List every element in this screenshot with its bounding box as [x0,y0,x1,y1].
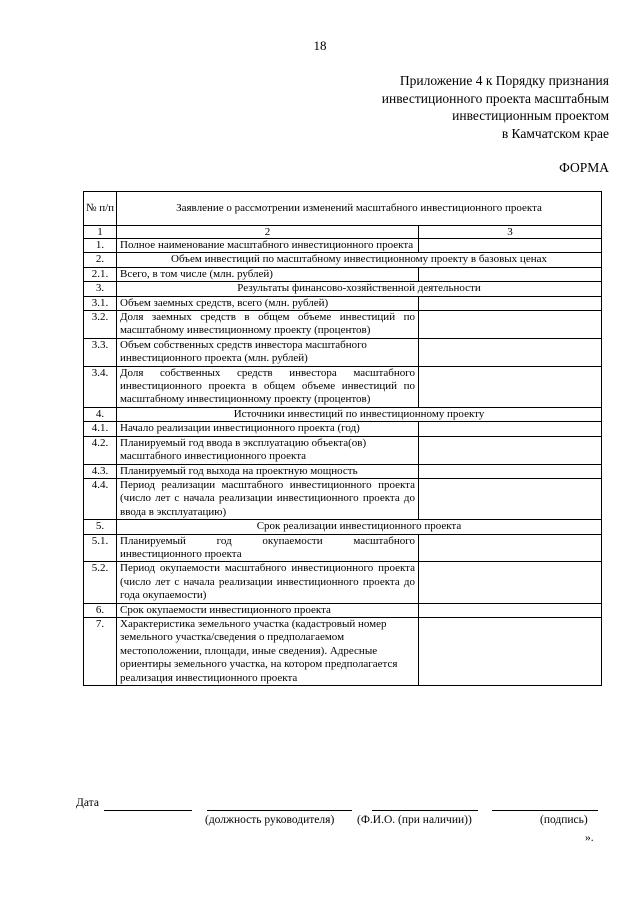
row-number-cell: 6. [84,603,117,617]
row-number-cell: 3.1. [84,296,117,310]
row-number-cell: 3.4. [84,366,117,407]
column-index-cell: 3 [419,226,602,239]
date-label: Дата [76,797,99,809]
item-label-cell: Объем заемных средств, всего (млн. рублей) [117,296,419,310]
item-label-cell: Начало реализации инвестиционного проекта (год) [117,422,419,436]
section-title-cell: Объем инвестиций по масштабному инвестиционному проекту в базовых ценах [117,253,602,267]
appendix-line: инвестиционного проекта масштабным [381,90,609,106]
table-row [84,617,602,685]
column-index-cell: 2 [117,226,419,239]
table-row [84,464,602,478]
column-index-cell: 1 [84,226,117,239]
value-cell[interactable] [419,617,602,685]
row-number-cell: 2.1. [84,267,117,281]
table-row [84,338,602,366]
value-cell[interactable] [419,366,602,407]
row-number-cell: 1. [84,239,117,253]
appendix-heading [382,72,609,142]
value-cell[interactable] [419,603,602,617]
row-number-cell: 4.4. [84,478,117,519]
table-row [84,603,602,617]
row-number-cell: 5. [84,520,117,534]
item-label-cell: Период окупаемости масштабного инвестиционного проекта (число лет с начала реализации инвестиционного проекта до года окупаемости) [117,562,419,603]
position-caption: (должность руководителя) [205,814,335,826]
table-row [84,267,602,281]
row-number-cell: 3.2. [84,311,117,339]
item-label-cell: Период реализации масштабного инвестиционного проекта (число лет с начала реализации инвестиционного проекта до ввода в эксплуатацию) [117,478,419,519]
table-row [84,239,602,253]
item-label-cell: Планируемый год ввода в эксплуатацию объекта(ов) масштабного инвестиционного проекта [117,436,419,464]
header-title-cell: Заявление о рассмотрении изменений масштабного инвестиционного проекта [117,192,602,226]
row-number-cell: 3. [84,282,117,296]
row-number-cell: 4.3. [84,464,117,478]
row-number-cell: 4.1. [84,422,117,436]
value-cell[interactable] [419,296,602,310]
item-label-cell: Характеристика земельного участка (кадастровый номер земельного участка/сведения о предполагаемом местоположении, площади, иные сведения). Адресные ориентиры земельного участка, на котором предполагается реализация инвестиционного проекта [117,617,419,685]
table-row [84,311,602,339]
item-label-cell: Полное наименование масштабного инвестиционного проекта [117,239,419,253]
value-cell[interactable] [419,534,602,562]
table-section-row [84,253,602,267]
column-index-row [84,226,602,239]
row-number-cell: 3.3. [84,338,117,366]
appendix-line: в Камчатском крае [501,125,609,141]
table-row [84,534,602,562]
table-section-row [84,407,602,421]
table-row [84,478,602,519]
table-row [84,422,602,436]
row-number-cell: 7. [84,617,117,685]
value-cell[interactable] [419,311,602,339]
value-cell[interactable] [419,478,602,519]
table-header-row [84,192,602,226]
item-label-cell: Доля заемных средств в общем объеме инвестиций по масштабному инвестиционному проекту (процентов) [117,311,419,339]
table-row [84,562,602,603]
item-label-cell: Всего, в том числе (млн. рублей) [117,267,419,281]
section-title-cell: Результаты финансово-хозяйственной деятельности [117,282,602,296]
value-cell[interactable] [419,338,602,366]
row-number-cell: 2. [84,253,117,267]
row-number-cell: 5.1. [84,534,117,562]
name-caption: (Ф.И.О. (при наличии)) [357,814,472,826]
value-cell[interactable] [419,422,602,436]
value-cell[interactable] [419,562,602,603]
form-label: ФОРМА [559,160,609,175]
row-number-cell: 4.2. [84,436,117,464]
value-cell[interactable] [419,436,602,464]
table-section-row [84,282,602,296]
application-form-table [83,191,602,686]
item-label-cell: Объем собственных средств инвестора масштабного инвестиционного проекта (млн. рублей) [117,338,419,366]
table-section-row [84,520,602,534]
value-cell[interactable] [419,464,602,478]
table-row [84,436,602,464]
row-number-cell: 5.2. [84,562,117,603]
section-title-cell: Источники инвестиций по инвестиционному проекту [117,407,602,421]
signature-caption: (подпись) [540,814,588,826]
value-cell[interactable] [419,267,602,281]
item-label-cell: Планируемый год окупаемости масштабного инвестиционного проекта [117,534,419,562]
appendix-line: инвестиционным проектом [452,108,609,123]
table-row [84,366,602,407]
position-line [207,810,352,811]
row-number-cell: 4. [84,407,117,421]
appendix-line: Приложение 4 к Порядку признания [399,73,609,88]
closing-quote: ». [585,832,594,844]
signature-line [492,810,598,811]
item-label-cell: Доля собственных средств инвестора масштабного инвестиционного проекта в общем объеме инвестиций по масштабному инвестиционному проекту (процентов) [117,366,419,407]
item-label-cell: Планируемый год выхода на проектную мощность [117,464,419,478]
date-line [104,810,192,811]
table-row [84,296,602,310]
name-line [372,810,478,811]
value-cell[interactable] [419,239,602,253]
item-label-cell: Срок окупаемости инвестиционного проекта [117,603,419,617]
section-title-cell: Срок реализации инвестиционного проекта [117,520,602,534]
header-num-cell: № п/п [84,192,117,226]
page-number: 18 [313,38,327,53]
